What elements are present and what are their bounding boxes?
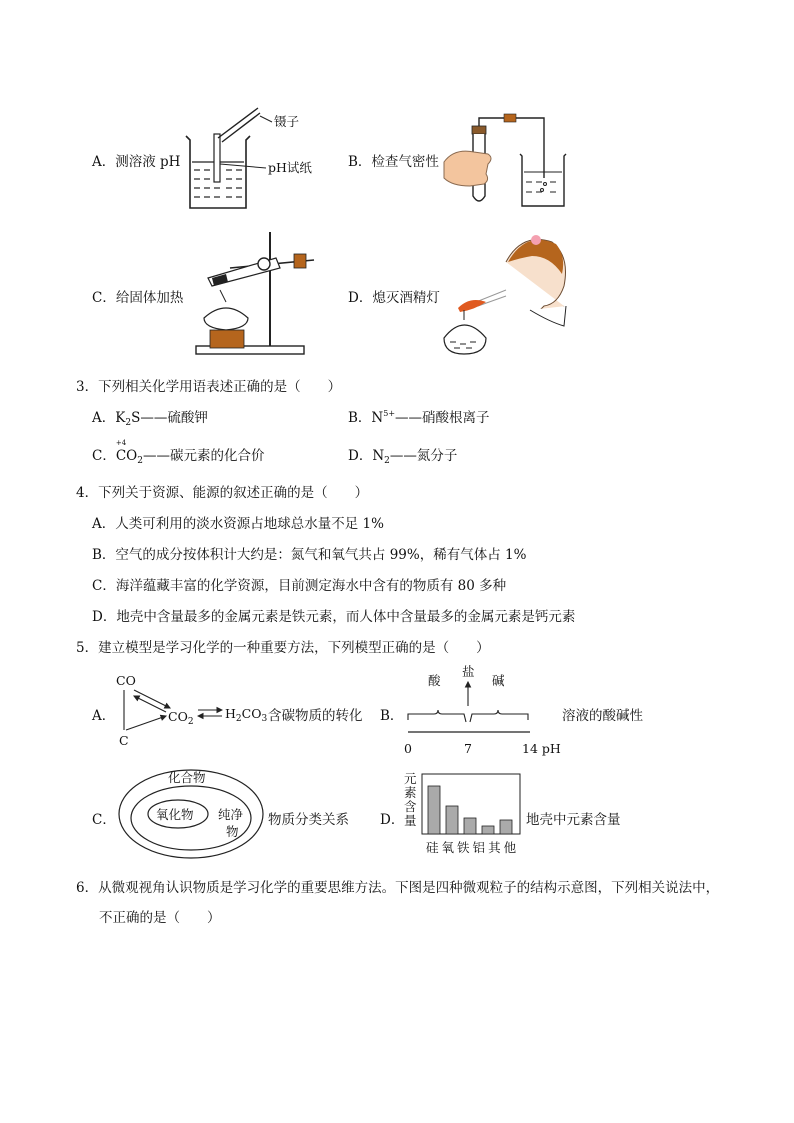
ph-tick-14: 14 pH xyxy=(522,741,561,756)
q3-stem: 3．下列相关化学用语表述正确的是（ ） xyxy=(76,379,342,395)
q5-option-c-letter: C． xyxy=(92,812,116,828)
ph-scale-diagram xyxy=(404,676,534,738)
ph-tick-0: 0 xyxy=(404,741,412,756)
bar-si xyxy=(428,786,440,834)
pure-substance-label-1: 纯净 xyxy=(218,807,244,822)
pure-substance-label-2: 物 xyxy=(226,824,239,839)
q2-option-b-label: B．检查气密性 xyxy=(348,154,439,170)
q2-option-c-label: C．给固体加热 xyxy=(92,290,184,306)
h2co3-label: $H_2CO_3$ xyxy=(225,706,268,724)
q6-stem: 6．从微观视角认识物质是学习化学的重要思维方法。下图是四种微观粒子的结构示意图，下列相关说法中， xyxy=(76,880,720,896)
bar-al xyxy=(482,826,494,834)
bar-o xyxy=(446,806,458,834)
tweezers-label: 镊子 xyxy=(274,114,300,129)
carbon-conversion-arrows xyxy=(110,680,230,740)
q4-option-b: B．空气的成分按体积计大约是：氮气和氧气共占 99%，稀有气体占 1% xyxy=(92,547,527,563)
q5-option-b-letter: B． xyxy=(380,708,404,724)
oxide-label: 氧化物 xyxy=(156,807,194,822)
q3-option-a: A．$K_2S——$硫酸钾 xyxy=(92,410,208,428)
bar-chart-categories: 硅氧铁铝其他 xyxy=(426,840,520,855)
q4-option-a: A．人类可利用的淡水资源占地球总水量不足 1% xyxy=(92,516,384,532)
q2-option-a-label: A．测溶液 pH xyxy=(92,154,181,170)
co2-label: $CO_2$ xyxy=(168,709,194,727)
ph-tick-7: 7 xyxy=(464,741,472,756)
q2-option-d-label: D．熄灭酒精灯 xyxy=(348,290,440,306)
compound-label: 化合物 xyxy=(168,770,206,785)
salt-label: 盐 xyxy=(462,664,475,679)
q5-option-d-letter: D． xyxy=(380,812,405,828)
q5-option-a-caption: 含碳物质的转化 xyxy=(268,708,363,724)
q4-stem: 4．下列关于资源、能源的叙述正确的是（ ） xyxy=(76,485,369,501)
q6-stem-line2: 不正确的是（ ） xyxy=(99,910,221,926)
q4-option-d: D．地壳中含量最多的金属元素是铁元素，而人体中含量最多的金属元素是钙元素 xyxy=(92,609,576,625)
q3-option-d: D．$N_2——$氮分子 xyxy=(348,448,458,466)
q5-option-a-letter: A． xyxy=(92,708,116,724)
c-label: C xyxy=(119,733,129,748)
airtightness-illustration xyxy=(440,108,570,214)
base-label: 碱 xyxy=(492,673,505,688)
bar-other xyxy=(500,820,512,834)
q5-option-d-caption: 地壳中元素含量 xyxy=(526,812,621,828)
acid-label: 酸 xyxy=(428,673,441,688)
q5-option-c-caption: 物质分类关系 xyxy=(268,812,349,828)
element-content-ylabel: 元 素 含 量 xyxy=(404,771,417,828)
blow-lamp-illustration xyxy=(440,226,570,360)
co-label: CO xyxy=(116,673,136,688)
q3-option-c: C． +4 $CO_2——$碳元素的化合价 xyxy=(92,439,265,466)
q4-option-c: C．海洋蕴藏丰富的化学资源，目前测定海水中含有的物质有 80 多种 xyxy=(92,578,507,594)
heat-solid-illustration xyxy=(190,228,330,360)
q3-option-b: B．$N^{5+}——$硝酸根离子 xyxy=(348,409,490,426)
q5-stem: 5．建立模型是学习化学的一种重要方法，下列模型正确的是（ ） xyxy=(76,640,490,656)
ph-paper-label: pH试纸 xyxy=(268,160,312,175)
crust-element-bar-chart xyxy=(422,772,522,836)
q5-option-b-caption: 溶液的酸碱性 xyxy=(562,708,643,724)
bar-fe xyxy=(464,818,476,834)
